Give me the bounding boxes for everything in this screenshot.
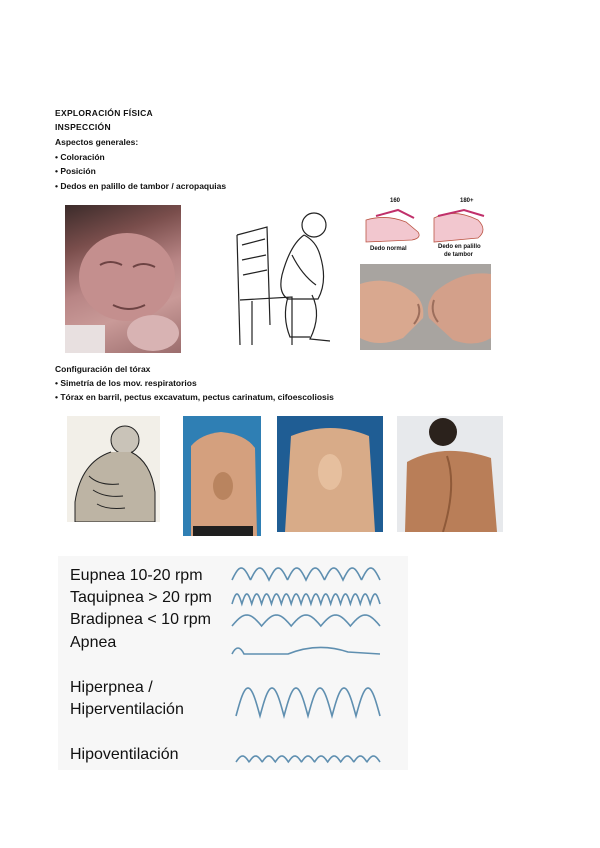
eupnea-waveform: [232, 568, 380, 580]
hypoventilation-waveform: [236, 756, 380, 762]
bradypnea-waveform: [232, 615, 380, 626]
angle-normal-label: 160: [390, 198, 401, 204]
clubbed-fingers-photo: [360, 264, 491, 350]
hyperventilation-label: Hiperventilación: [70, 701, 184, 718]
hyperpnea-waveform: [236, 688, 380, 716]
tachypnea-label: Taquipnea > 20 rpm: [70, 589, 212, 606]
caption-clubbed-2: de tambor: [444, 252, 474, 258]
pectus-carinatum-photo: [277, 416, 383, 532]
eupnea-label: Eupnea 10-20 rpm: [70, 567, 203, 584]
kyphoscoliosis-photo: [397, 416, 503, 532]
general-item: • Coloración: [55, 152, 105, 162]
thorax-heading: Configuración del tórax: [55, 364, 151, 374]
bradypnea-label: Bradipnea < 10 rpm: [70, 611, 211, 628]
angle-clubbed-label: 180+: [460, 198, 474, 204]
thorax-item: • Simetría de los mov. respiratorios: [55, 378, 197, 388]
general-item: • Dedos en palillo de tambor / acropaquias: [55, 181, 227, 191]
hypoventilation-label: Hipoventilación: [70, 746, 179, 763]
position-sketch: [232, 205, 356, 353]
thorax-item: • Tórax en barril, pectus excavatum, pectus carinatum, cifoescoliosis: [55, 392, 334, 402]
apnea-label: Apnea: [70, 634, 117, 651]
breathing-waveforms: [228, 560, 388, 770]
finger-clubbing-diagram: [362, 196, 492, 262]
hyperpnea-label: Hiperpnea /: [70, 679, 153, 696]
section-title: EXPLORACIÓN FÍSICA: [55, 108, 153, 118]
caption-clubbed-1: Dedo en palillo: [438, 244, 481, 250]
general-heading: Aspectos generales:: [55, 137, 139, 147]
barrel-chest-sketch: [67, 416, 160, 522]
baby-cyanosis-photo: [65, 205, 181, 353]
apnea-waveform: [232, 647, 380, 654]
caption-normal: Dedo normal: [370, 246, 407, 252]
pectus-excavatum-photo: [183, 416, 261, 536]
subsection-title: INSPECCIÓN: [55, 122, 111, 132]
tachypnea-waveform: [232, 594, 380, 604]
general-item: • Posición: [55, 166, 96, 176]
